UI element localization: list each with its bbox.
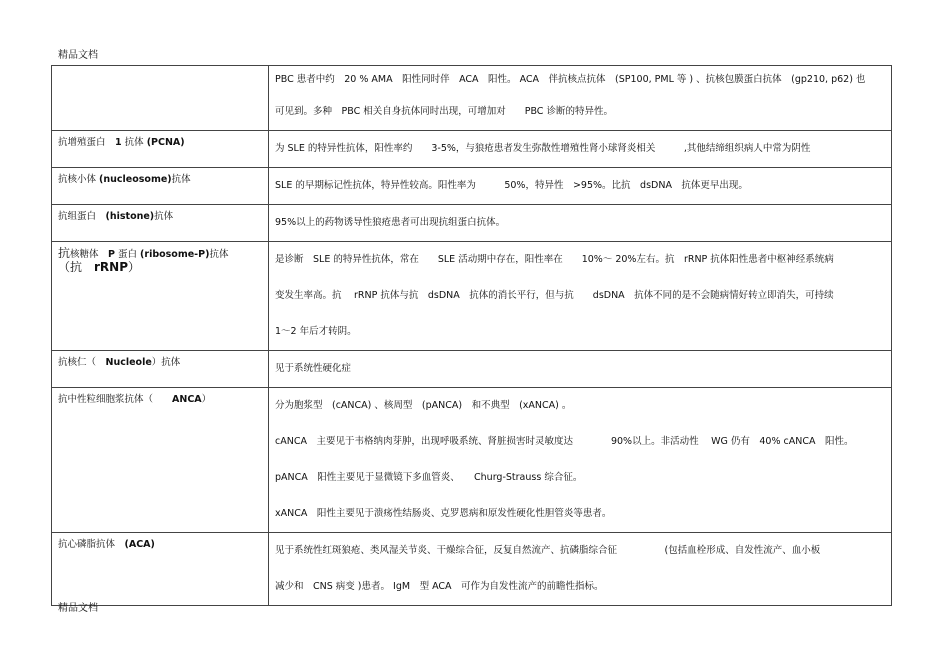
term-text: 抗 (58, 246, 71, 260)
term-text: ）抗体 (151, 357, 181, 368)
term-cell (52, 388, 269, 533)
term-cell (52, 131, 269, 168)
description-cell (269, 351, 892, 388)
table-row (52, 131, 892, 168)
antibody-table (51, 65, 892, 606)
watermark-bottom: 精品文档 (58, 603, 98, 614)
table-row (52, 351, 892, 388)
term-text: ） (128, 260, 141, 274)
description-line: 减少和 CNS 病变 )患者。 IgM 型 ACA 可作为自发性流产的前瞻性指标。 (275, 581, 604, 592)
description-line: 分为胞浆型 (cANCA) 、核周型 (pANCA) 和不典型 (xANCA) 。 (275, 400, 572, 411)
description-line: PBC 患者中约 20 % AMA 阳性同时伴 ACA 阳性。 ACA 伴抗核点抗体 (SP100, PML 等 ) 、抗核包膜蛋白抗体 (gp210, p62) 也 (275, 74, 866, 85)
term-text: 抗体 (154, 211, 174, 222)
term-bold: (ribosome-P) (140, 249, 210, 260)
description-line: 见于系统性红斑狼疮、类风湿关节炎、干燥综合征，反复自然流产、抗磷脂综合征 (包括血栓形成、自发性流产、血小板 (275, 545, 821, 556)
term-text: ） (201, 394, 212, 405)
table-row (52, 168, 892, 205)
term-bold: 1 (115, 137, 122, 148)
term-text: 抗组蛋白 (58, 211, 106, 222)
term-text: 抗体 (171, 174, 191, 185)
table-row (52, 66, 892, 131)
term-cell (52, 66, 269, 131)
description-cell (269, 205, 892, 242)
description-line: 见于系统性硬化症 (275, 363, 352, 374)
term-text: 核糖体 (70, 249, 109, 260)
term-cell (52, 242, 269, 351)
term-bold: (ACA) (124, 539, 155, 550)
term-text: 抗中性粒细胞浆抗体（ (58, 394, 173, 405)
term-cell (52, 533, 269, 606)
description-line: 可见到。多种 PBC 相关自身抗体同时出现，可增加对 PBC 诊断的特异性。 (275, 106, 613, 117)
term-cell (52, 168, 269, 205)
term-bold: ANCA (172, 394, 202, 405)
description-line: 1～2 年后才转阴。 (275, 326, 357, 337)
description-line: 变发生率高。抗 rRNP 抗体与抗 dsDNA 抗体的消长平行，但与抗 dsDNA 抗体不同的是不会随病情好转立即消失，可持续 (275, 290, 834, 301)
term-text: 抗增殖蛋白 (58, 137, 116, 148)
term-cell (52, 205, 269, 242)
description-line: 95%以上的药物诱导性狼疮患者可出现抗组蛋白抗体。 (275, 217, 506, 228)
description-cell (269, 388, 892, 533)
table-row (52, 205, 892, 242)
term-text: 抗体 (209, 249, 229, 260)
term-cell (52, 351, 269, 388)
description-line: 是诊断 SLE 的特异性抗体，常在 SLE 活动期中存在，阳性率在 10%～ 20%左右。抗 rRNP 抗体阳性患者中枢神经系统病 (275, 254, 834, 265)
term-text: 抗核仁（ (58, 357, 106, 368)
table-row (52, 533, 892, 606)
term-text: 抗体 (121, 137, 147, 148)
description-line: 为 SLE 的特异性抗体，阳性率约 3-5%，与狼疮患者发生弥散性增殖性肾小球肾炎相关 ,其他结缔组织病人中常为阴性 (275, 143, 811, 154)
description-line: SLE 的早期标记性抗体，特异性较高。阳性率为 50%，特异性 >95%。比抗 dsDNA 抗体更早出现。 (275, 180, 748, 191)
term-text: 抗心磷脂抗体 (58, 539, 125, 550)
description-cell (269, 131, 892, 168)
term-text: 抗核小体 (58, 174, 100, 185)
term-bold: P (108, 249, 115, 260)
table-row (52, 388, 892, 533)
description-line: xANCA 阳性主要见于溃疡性结肠炎、克罗恩病和原发性硬化性胆管炎等患者。 (275, 508, 612, 519)
term-text: 蛋白 (115, 249, 141, 260)
term-bold: (histone) (105, 211, 155, 222)
description-cell (269, 242, 892, 351)
description-cell (269, 168, 892, 205)
watermark-top: 精品文档 (58, 50, 98, 61)
term-text: （抗 (58, 260, 95, 274)
term-bold: Nucleole (105, 357, 152, 368)
term-bold: rRNP (94, 260, 129, 274)
table-row (52, 242, 892, 351)
description-cell (269, 533, 892, 606)
description-cell (269, 66, 892, 131)
description-line: cANCA 主要见于韦格纳肉芽肿，出现呼吸系统、肾脏损害时灵敏度达 90%以上。非活动性 WG 仍有 40% cANCA 阳性。 (275, 436, 854, 447)
term-bold: (nucleosome) (99, 174, 172, 185)
description-line: pANCA 阳性主要见于显微镜下多血管炎、 Churg-Strauss 综合征。 (275, 472, 583, 483)
term-bold: (PCNA) (146, 137, 185, 148)
